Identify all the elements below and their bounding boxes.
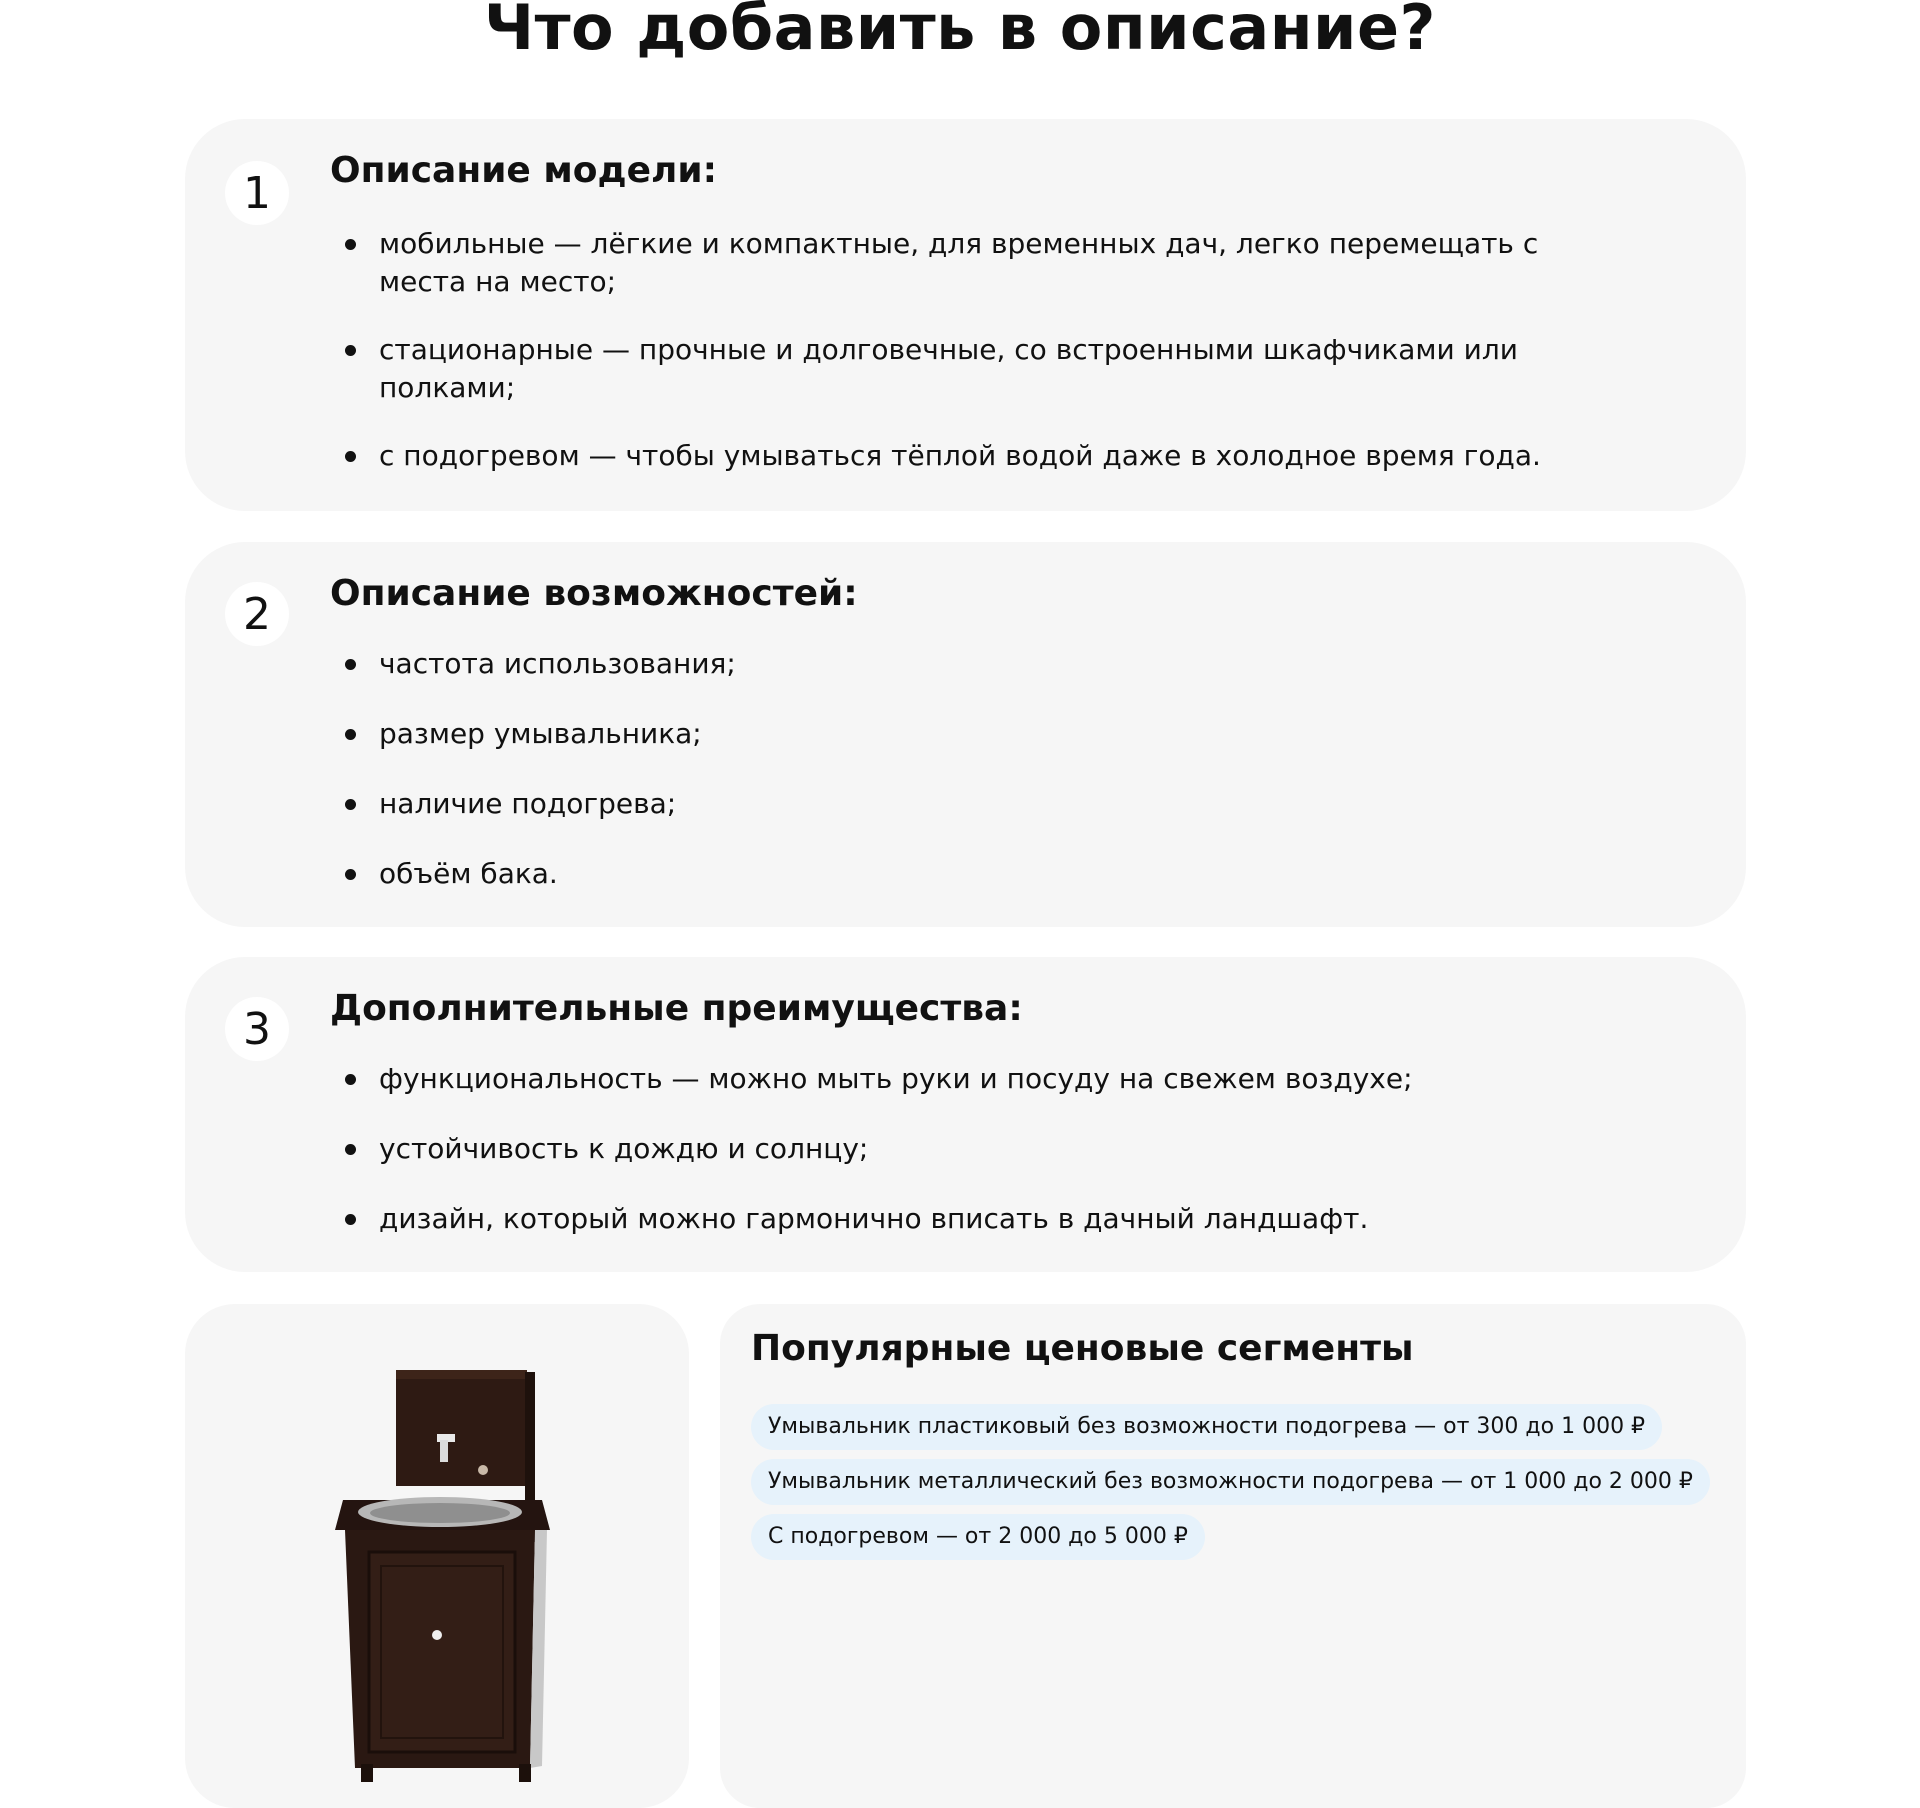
bullet-list (345, 645, 1595, 925)
heater-indicator (478, 1465, 488, 1475)
section-number-badge: 3 (225, 997, 289, 1061)
door-knob (432, 1630, 442, 1640)
bullet-list (345, 1060, 1595, 1270)
list-item (345, 715, 1595, 753)
list-item-text: мобильные — лёгкие и компактные, для временных дач, легко перемещать с места на место; (379, 227, 1539, 298)
section-title: Описание модели: (330, 150, 718, 191)
list-item-text: частота использования; (379, 647, 736, 680)
tank-lid (396, 1370, 527, 1379)
list-item-text: наличие подогрева; (379, 787, 677, 820)
section-title: Дополнительные преимущества: (330, 988, 1023, 1029)
bullet-icon (345, 869, 356, 880)
water-tank (396, 1370, 527, 1486)
section-card-model-description (185, 119, 1746, 511)
list-item (345, 645, 1595, 683)
list-item (345, 785, 1595, 823)
list-item (345, 1060, 1595, 1098)
list-item (345, 855, 1595, 893)
price-segments-card (720, 1304, 1746, 1808)
product-image-card (185, 1304, 689, 1808)
list-item-text: размер умывальника; (379, 717, 702, 750)
bullet-list (345, 225, 1595, 505)
section-card-capabilities (185, 542, 1746, 927)
price-chip: Умывальник металлический без возможности подогрева — от 1 000 до 2 000 ₽ (751, 1459, 1710, 1505)
section-number-badge: 2 (225, 582, 289, 646)
list-item (345, 437, 1595, 475)
section-card-advantages (185, 957, 1746, 1272)
bullet-icon (345, 1214, 356, 1225)
bullet-icon (345, 1074, 356, 1085)
section-title: Описание возможностей: (330, 573, 858, 614)
section-number-badge: 1 (225, 161, 289, 225)
list-item (345, 225, 1595, 301)
sink-basin-inner (370, 1503, 510, 1523)
price-chip: С подогревом — от 2 000 до 5 000 ₽ (751, 1514, 1205, 1560)
bullet-icon (345, 451, 356, 462)
list-item-text: стационарные — прочные и долговечные, со встроенными шкафчиками или полками; (379, 333, 1518, 404)
list-item (345, 1200, 1595, 1238)
price-segments-title: Популярные ценовые сегменты (751, 1328, 1414, 1369)
cabinet-leg (519, 1764, 531, 1782)
list-item-text: устойчивость к дождю и солнцу; (379, 1132, 869, 1165)
bullet-icon (345, 729, 356, 740)
bullet-icon (345, 799, 356, 810)
page-title: Что добавить в описание? (484, 0, 1436, 64)
price-segments-list (751, 1404, 1710, 1569)
faucet-spout (440, 1440, 448, 1462)
bullet-icon (345, 345, 356, 356)
bullet-icon (345, 659, 356, 670)
list-item (345, 1130, 1595, 1168)
cabinet-leg (361, 1764, 373, 1782)
list-item-text: дизайн, который можно гармонично вписать в дачный ландшафт. (379, 1202, 1369, 1235)
price-chip: Умывальник пластиковый без возможности подогрева — от 300 до 1 000 ₽ (751, 1404, 1662, 1450)
bullet-icon (345, 239, 356, 250)
list-item (345, 331, 1595, 407)
washstand-illustration (185, 1304, 689, 1808)
bullet-icon (345, 1144, 356, 1155)
list-item-text: с подогревом — чтобы умываться тёплой водой даже в холодное время года. (379, 439, 1541, 472)
cabinet-door (369, 1552, 515, 1752)
list-item-text: объём бака. (379, 857, 558, 890)
list-item-text: функциональность — можно мыть руки и посуду на свежем воздухе; (379, 1062, 1413, 1095)
